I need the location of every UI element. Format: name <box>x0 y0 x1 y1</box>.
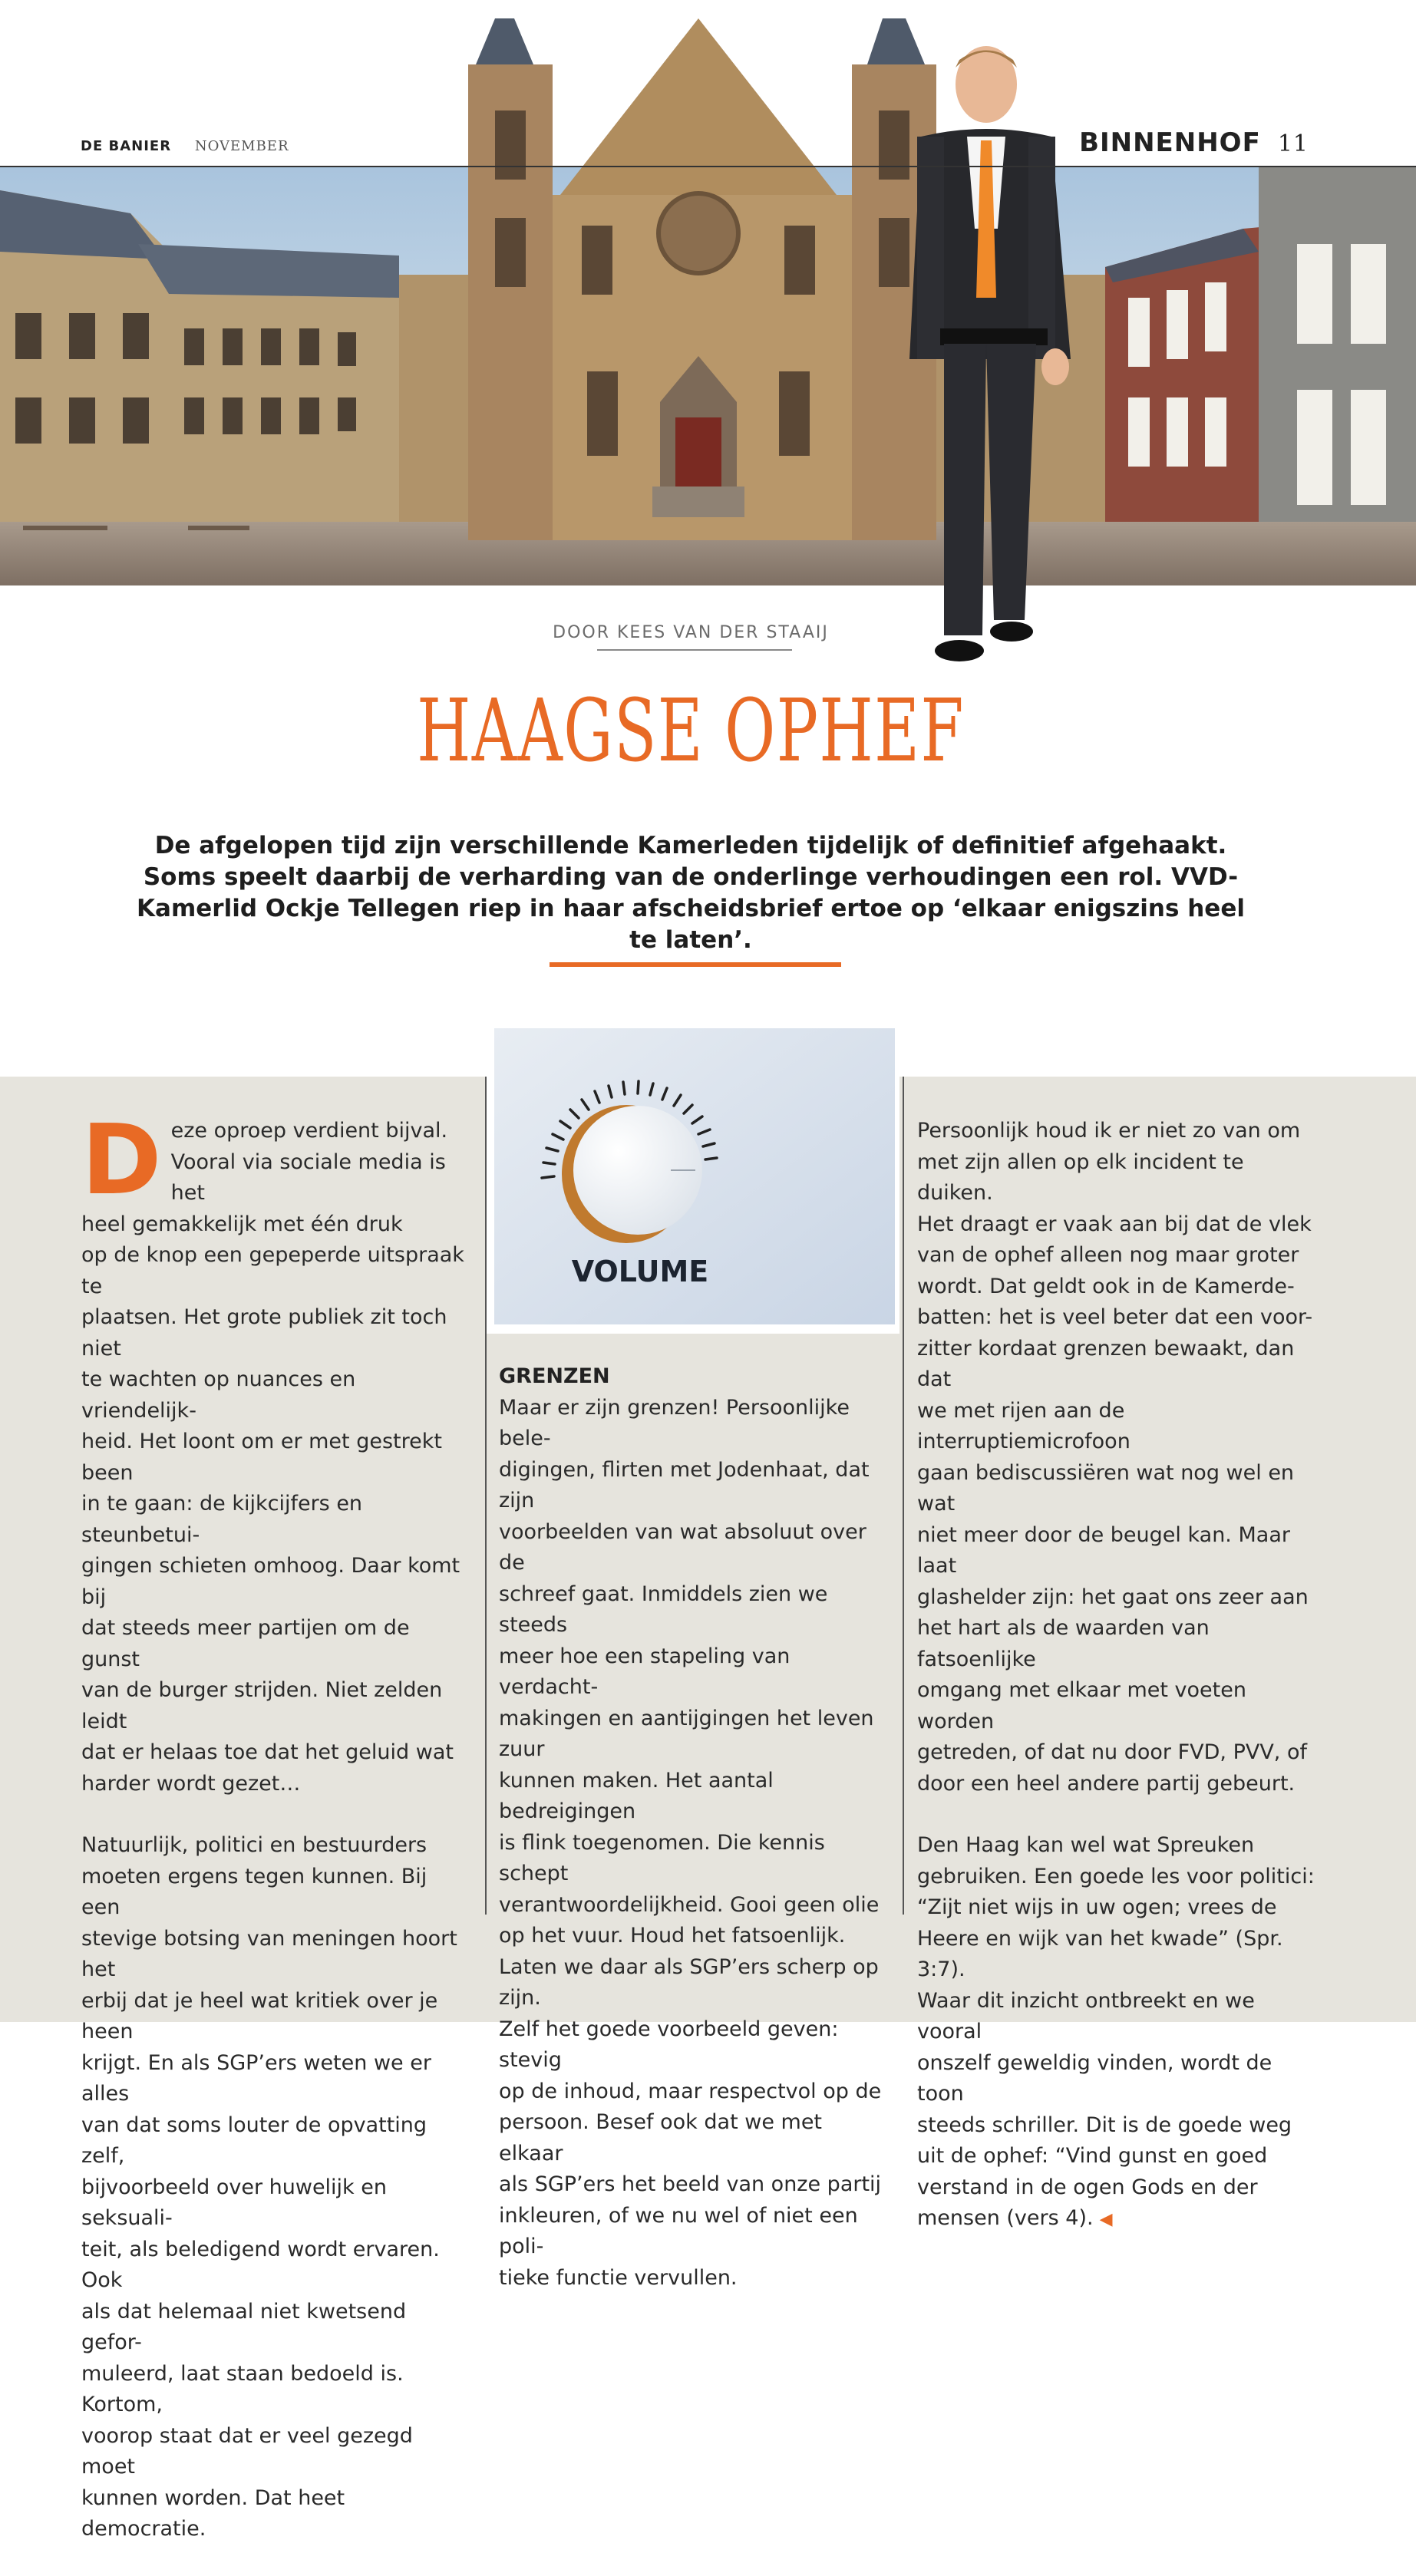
paragraph <box>81 1103 469 1799</box>
drop-cap: D <box>81 1103 162 1216</box>
end-mark-icon: ◀ <box>1099 2210 1113 2229</box>
paragraph-text: Den Haag kan wel wat Spreuken gebruiken. Een goede les voor politici: “Zijt niet wijs in uw ogen; vrees de Heere en wijk van het kwade” (Spr. 3:7). Waar dit inzicht ontbreekt en we vooral onszelf geweldig vinden, wordt de toon steeds schriller. Dit is de goede weg uit de ophef: “Vind gunst en goed verstand in de ogen Gods en der mensen (vers 4). <box>917 1833 1315 2230</box>
politician-photo <box>890 37 1113 681</box>
issue-month: NOVEMBER <box>194 138 289 154</box>
article-title: HAAGSE OPHEF <box>417 681 965 781</box>
page-number: 11 <box>1277 130 1309 157</box>
header-rule <box>0 166 1416 167</box>
article-column-3 <box>917 1116 1316 2267</box>
byline-underline <box>597 649 792 651</box>
paragraph: Persoonlijk houd ik er niet zo van om met zijn allen op elk incident te duiken. Het draagt er vaak aan bij dat de vlek van de ophef alleen nog maar groter wordt. Dat geldt ook in de Kamerde- batten: het is veel beter dat een voor- zitter kordaat grenzen bewaakt, dan dat we met rijen aan de interruptiemicrofoon gaan bediscussiëren wat nog wel en wat niet meer door de beugel kan. Maar laat glashelder zijn: het gaat ons zeer aan het hart als de waarden van fatsoenlijke omgang met elkaar met voeten worden getreden, of dat nu door FVD, PVV, of door een heel andere partij gebeurt. <box>917 1119 1313 1796</box>
ridderzaal-illustration <box>453 18 944 586</box>
orange-divider <box>550 962 841 967</box>
column-divider-2 <box>903 1077 904 1915</box>
article-column-1 <box>81 1103 469 2576</box>
running-header-right <box>1079 127 1309 158</box>
paragraph-text: eze oproep verdient bijval. Vooral via sociale media is het heel gemakkelijk met één druk op de knop een gepeperde uitspraak te plaatsen. Het grote publiek zit toch niet te wachten op nuances en vriendelijk- heid. Het loont om er met gestrekt been in te gaan: de kijkcijfers en steunbetui- gingen schieten omhoog. Daar komt bij dat steeds meer partijen om de gunst van de burger strijden. Niet zelden leidt dat er helaas toe dat het geluid wat harder wordt gezet… <box>81 1119 464 1796</box>
subheading: GRENZEN <box>499 1364 610 1388</box>
volume-knob-photo <box>494 1028 895 1324</box>
paragraph: Natuurlijk, politici en bestuurders moeten ergens tegen kunnen. Bij een stevige botsing van meningen hoort het erbij dat je heel wat kritiek over je heen krijgt. En als SGP’ers weten we er alles van dat soms louter de opvatting zelf, bijvoorbeeld over huwelijk en seksuali- teit, als beledigend wordt ervaren. Ook als dat helemaal niet kwetsend gefor- muleerd, laat staan bedoeld is. Kortom, voorop staat dat er veel gezegd moet kunnen worden. Dat heet democratie. <box>81 1833 457 2541</box>
article-lead: De afgelopen tijd zijn verschillende Kamerleden tijdelijk of definitief afgehaakt. Soms speelt daarbij de verharding van de onderlinge verhoudingen een rol. VVD-Kamerlid Ockje Tellegen riep in haar afscheidsbrief ertoe op ‘elkaar enigszins heel te laten’. <box>137 832 1245 954</box>
paragraph: Maar er zijn grenzen! Persoonlijke bele- digingen, flirten met Jodenhaat, dat zijn voorbeelden van wat absoluut over de schreef gaat. Inmiddels zien we steeds meer hoe een stapeling van verdacht- makingen en aantijgingen het leven zuur kunnen maken. Het aantal bedreigingen is flink toegenomen. Die kennis schept verantwoordelijkheid. Gooi geen olie op het vuur. Houd het fatsoenlijk. Laten we daar als SGP’ers scherp op zijn. Zelf het goede voorbeeld geven: stevig op de inhoud, maar respectvol op de persoon. Besef ook dat we met elkaar als SGP’ers het beeld van onze partij inkleuren, of we nu wel of niet een poli- tieke functie vervullen. <box>499 1395 882 2290</box>
byline: DOOR KEES VAN DER STAAIJ <box>553 623 829 642</box>
section-name: BINNENHOF <box>1079 127 1261 158</box>
volume-label: VOLUME <box>571 1255 709 1288</box>
paragraph <box>917 1830 1316 2236</box>
article-column-2 <box>499 1361 890 2324</box>
running-header-left <box>81 138 289 154</box>
publication-name: DE BANIER <box>81 138 172 154</box>
column-divider-1 <box>485 1077 487 1915</box>
